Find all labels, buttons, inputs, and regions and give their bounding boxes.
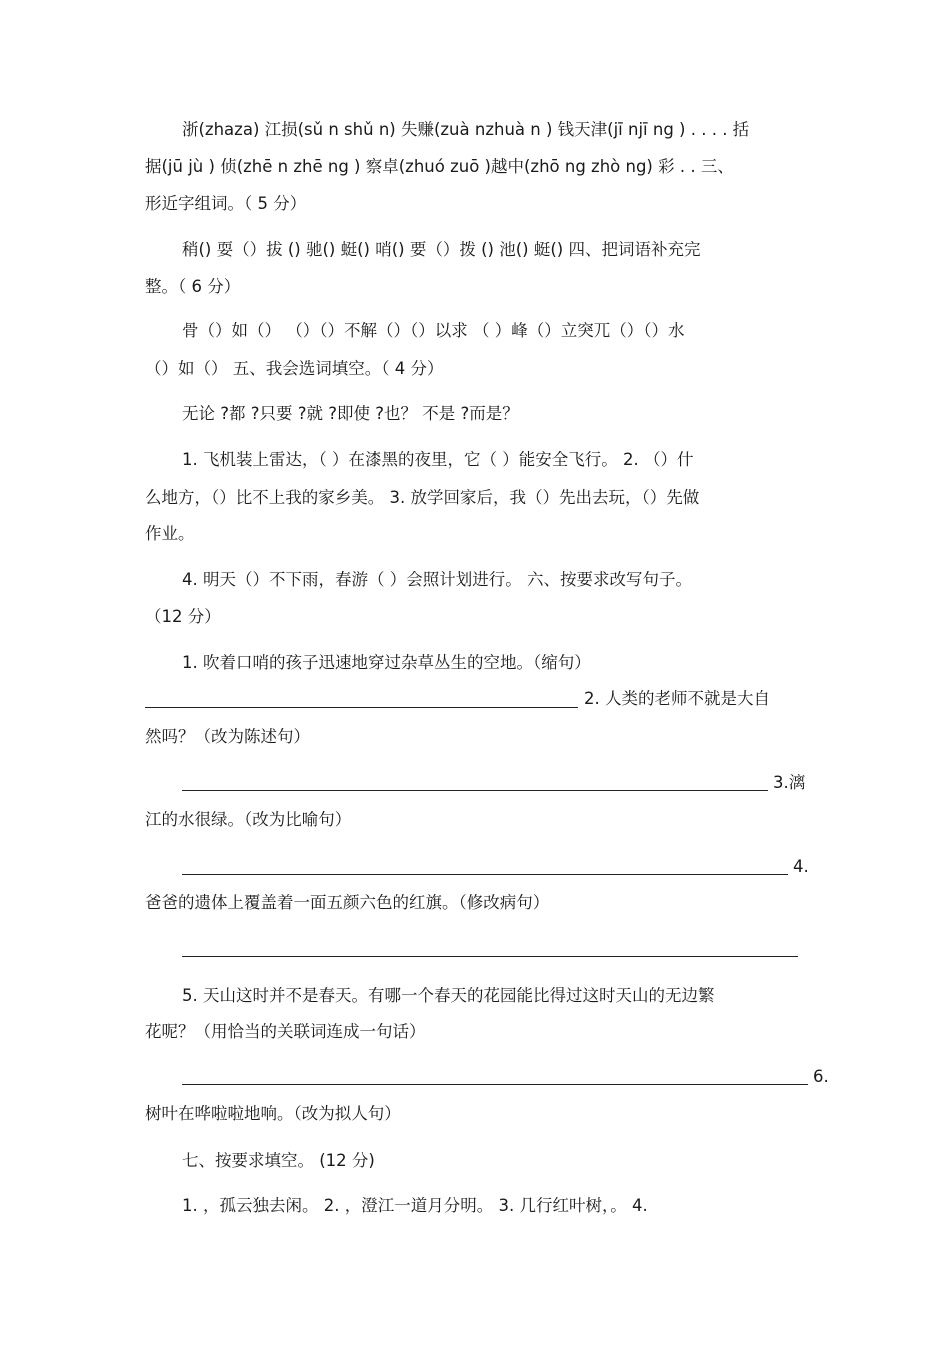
section-four-heading: 整。（ 6 分） <box>145 277 241 296</box>
word-choices: 无论 ?都 ?只要 ?就 ?即使 ?也？ 不是 ?而是？ <box>182 404 519 423</box>
question-line: 1. 飞机装上雷达，（ ）在漆黑的夜里，它（ ）能安全飞行。 2. （）什 <box>182 450 694 469</box>
question-line: 2. 人类的老师不就是大自 <box>584 689 770 708</box>
text-line: 浙(zhaza) 江损(sǔ n shǔ n) 失赚(zuà nzhuà n ) 钱天津(jī njī ng ) . . . . 括 <box>182 120 750 139</box>
question-line: 江的水很绿。（改为比喻句） <box>145 810 352 829</box>
question-line: 5. 天山这时并不是春天。有哪一个春天的花园能比得过这时天山的无边繁 <box>182 986 715 1005</box>
section-six-heading: （12 分） <box>145 607 221 626</box>
answer-blank[interactable] <box>182 874 788 875</box>
text-line: 据(jū jù ) 侦(zhē n zhē ng ) 察卓(zhuó zuō )越中(zhō ng zhò ng) 彩 . . 三、 <box>145 157 734 176</box>
answer-blank[interactable] <box>145 707 578 708</box>
section-seven-heading: 七、按要求填空。 (12 分) <box>182 1151 375 1170</box>
question-line: 4. 明天（）不下雨，春游（ ）会照计划进行。 六、按要求改写句子。 <box>182 570 692 589</box>
question-line: 1. ，孤云独去闲。 2. ，澄江一道月分明。 3. 几行红叶树，。 4. <box>182 1196 648 1215</box>
question-line: 4. <box>793 857 809 876</box>
answer-blank[interactable] <box>182 1084 808 1085</box>
section-five-heading: （）如（） 五、我会选词填空。（ 4 分） <box>145 359 444 378</box>
text-line: 骨（）如（） （）（）不解（）（）以求 （ ）峰（）立突兀（）（）水 <box>182 321 685 340</box>
question-line: 么地方，（）比不上我的家乡美。 3. 放学回家后，我（）先出去玩，（）先做 <box>145 488 700 507</box>
question-line: 3.漓 <box>773 773 806 792</box>
section-three-heading: 形近字组词。（ 5 分） <box>145 194 307 213</box>
question-line: 1. 吹着口哨的孩子迅速地穿过杂草丛生的空地。（缩句） <box>182 653 591 672</box>
question-line: 然吗？（改为陈述句） <box>145 727 310 746</box>
question-line: 6. <box>813 1067 829 1086</box>
question-line: 树叶在哗啦啦地响。（改为拟人句） <box>145 1104 401 1123</box>
text-line: 稍() 耍（）拔 () 驰() 蜓() 哨() 要（）拨 () 池() 蜓() 四、把词语补充完 <box>182 240 701 259</box>
answer-blank[interactable] <box>182 956 798 957</box>
question-line: 花呢？（用恰当的关联词连成一句话） <box>145 1022 426 1041</box>
question-line: 作业。 <box>145 524 195 543</box>
answer-blank[interactable] <box>182 790 768 791</box>
question-line: 爸爸的遗体上覆盖着一面五颜六色的红旗。（修改病句） <box>145 893 550 912</box>
